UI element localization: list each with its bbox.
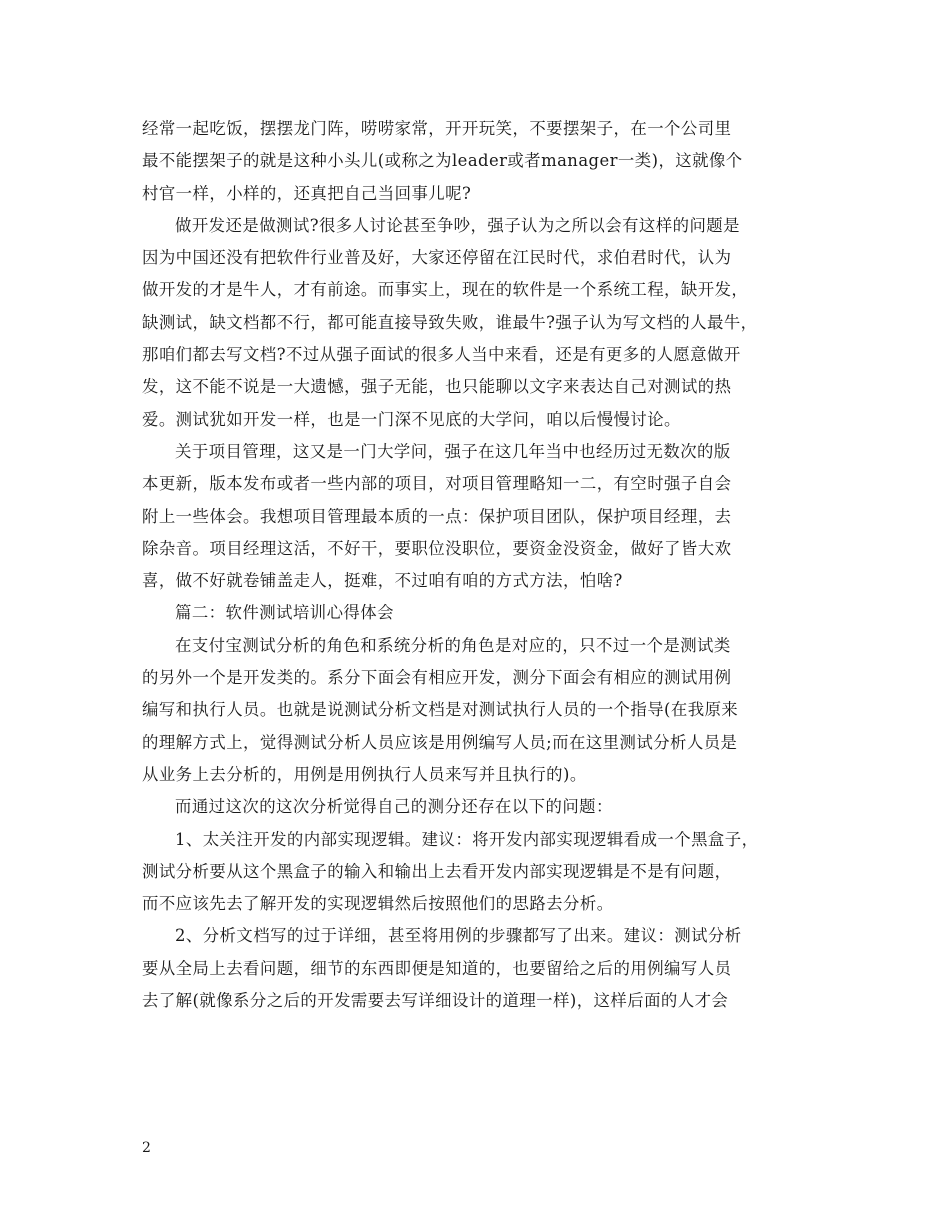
- paragraph: [142, 436, 814, 597]
- text-line: 喜，做不好就卷铺盖走人，挺难，不过咱有咱的方式方法，怕啥?: [142, 571, 623, 591]
- text-line: 爱。测试犹如开发一样，也是一门深不见底的大学问，咱以后慢慢讨论。: [142, 409, 681, 429]
- paragraph: [142, 824, 814, 921]
- text-line: 篇二：软件测试培训心得体会: [175, 603, 394, 623]
- text-line: 而通过这次的这次分析觉得自己的测分还存在以下的问题：: [175, 797, 613, 817]
- paragraph: [142, 630, 814, 791]
- text-line: 2、分析文档写的过于详细，甚至将用例的步骤都写了出来。建议：测试分析: [175, 926, 742, 946]
- text-line: 除杂音。项目经理这活，不好干，要职位没职位，要资金没资金，做好了皆大欢: [142, 538, 732, 558]
- text-line: 经常一起吃饭，摆摆龙门阵，唠唠家常，开开玩笑，不要摆架子，在一个公司里: [142, 119, 732, 138]
- text-line: 做开发还是做测试?很多人讨论甚至争吵，强子认为之所以会有这样的问题是: [175, 215, 740, 235]
- document-body: [142, 113, 814, 1017]
- text-line: 那咱们都去写文档?不过从强子面试的很多人当中来看，还是有更多的人愿意做开: [142, 345, 741, 365]
- text-line: 发，这不能不说是一大遗憾，强子无能，也只能聊以文字来表达自己对测试的热: [142, 377, 732, 397]
- text-line: 做开发的才是牛人，才有前途。而事实上，现在的软件是一个系统工程，缺开发，: [142, 280, 749, 300]
- paragraph: [142, 210, 814, 436]
- text-line: 在支付宝测试分析的角色和系统分析的角色是对应的，只不过一个是测试类: [175, 635, 731, 655]
- text-line: 最不能摆架子的就是这种小头儿(或称之为leader或者manager一类)，这就像个: [142, 151, 743, 171]
- paragraph: [142, 791, 814, 823]
- text-line: 本更新，版本发布或者一些内部的项目，对项目管理略知一二，有空时强子自会: [142, 474, 732, 494]
- paragraph: [142, 113, 814, 210]
- text-line: 要从全局上去看问题，细节的东西即便是知道的，也要留给之后的用例编写人员: [142, 958, 732, 978]
- paragraph: [142, 597, 814, 629]
- text-line: 关于项目管理，这又是一门大学问，强子在这几年当中也经历过无数次的版: [175, 441, 731, 461]
- text-line: 而不应该先去了解开发的实现逻辑然后按照他们的思路去分析。: [142, 894, 614, 914]
- text-line: 的理解方式上，觉得测试分析人员应该是用例编写人员;而在这里测试分析人员是: [142, 732, 738, 752]
- text-line: 测试分析要从这个黑盒子的输入和输出上去看开发内部实现逻辑是不是有问题，: [142, 861, 732, 881]
- text-line: 村官一样，小样的，还真把自己当回事儿呢?: [142, 183, 472, 203]
- text-line: 从业务上去分析的，用例是用例执行人员来写并且执行的)。: [142, 764, 587, 784]
- text-line: 编写和执行人员。也就是说测试分析文档是对测试执行人员的一个指导(在我原来: [142, 700, 739, 720]
- text-line: 1、太关注开发的内部实现逻辑。建议：将开发内部实现逻辑看成一个黑盒子，: [175, 829, 759, 849]
- paragraph: [142, 920, 814, 1017]
- text-line: 去了解(就像系分之后的开发需要去写详细设计的道理一样)，这样后面的人才会: [142, 991, 729, 1011]
- text-line: 附上一些体会。我想项目管理最本质的一点：保护项目团队，保护项目经理，去: [142, 506, 732, 526]
- page-number: 2: [142, 1140, 151, 1156]
- text-line: 因为中国还没有把软件行业普及好，大家还停留在江民时代，求伯君时代，认为: [142, 248, 732, 268]
- text-line: 的另外一个是开发类的。系分下面会有相应开发，测分下面会有相应的测试用例: [142, 668, 732, 688]
- text-line: 缺测试，缺文档都不行，都可能直接导致失败，谁最牛?强子认为写文档的人最牛，: [142, 312, 758, 332]
